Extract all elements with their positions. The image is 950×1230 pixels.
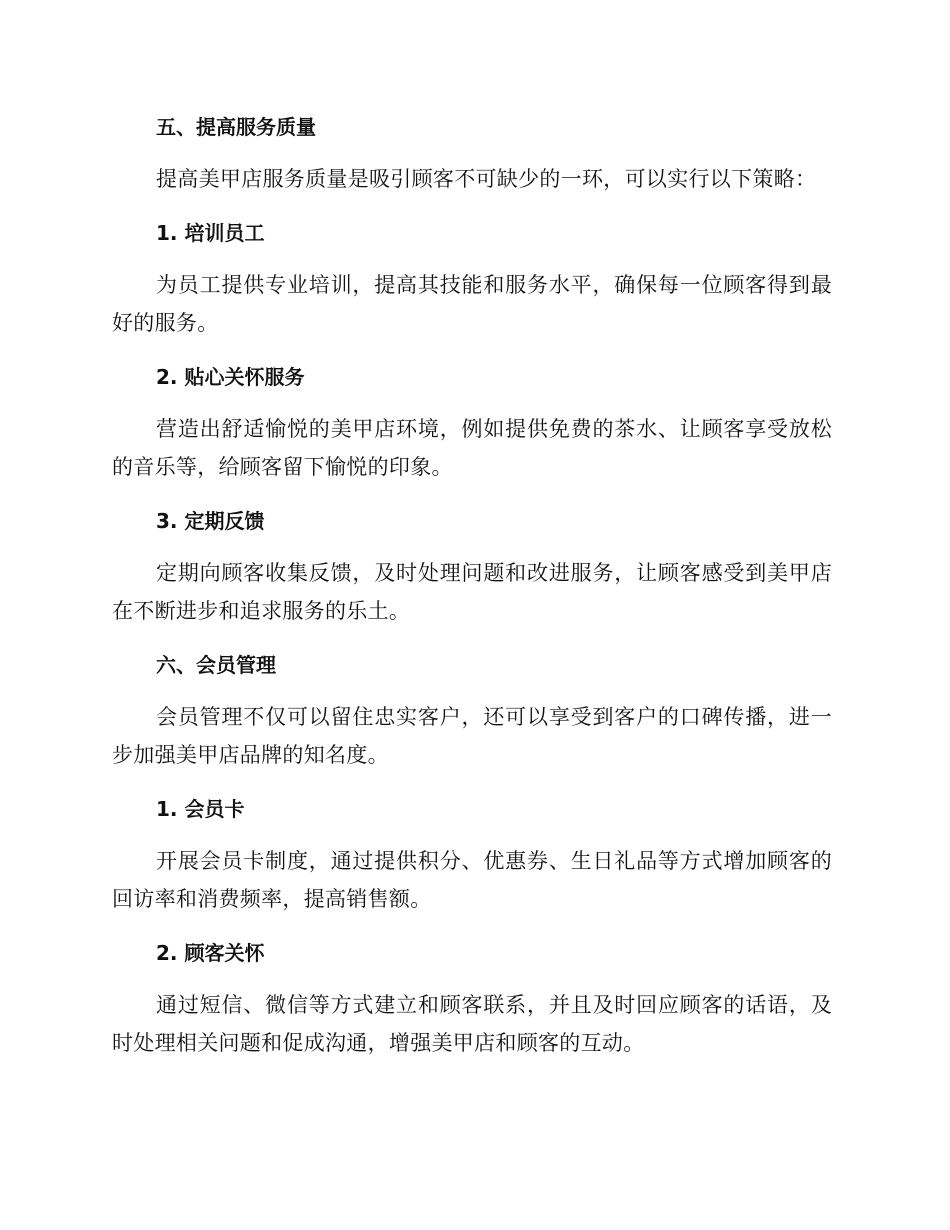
paragraph-service-quality-intro: 提高美甲店服务质量是吸引顾客不可缺少的一环，可以实行以下策略： — [156, 167, 817, 191]
paragraph-caring-service: 营造出舒适愉悦的美甲店环境，例如提供免费的茶水、让顾客享受放松的音乐等，给顾客留下愉悦的印象。 — [112, 417, 832, 479]
paragraph-customer-care: 通过短信、微信等方式建立和顾客联系，并且及时回应顾客的话语，及时处理相关问题和促成沟通，增强美甲店和顾客的互动。 — [112, 993, 832, 1055]
paragraph-membership-card: 开展会员卡制度，通过提供积分、优惠券、生日礼品等方式增加顾客的回访率和消费频率，提高销售额。 — [112, 849, 832, 911]
document-body — [112, 108, 832, 1062]
section-heading-service-quality: 五、提高服务质量 — [156, 115, 316, 139]
subheading-caring-service: 2. 贴心关怀服务 — [156, 365, 305, 389]
subheading-customer-care: 2. 顾客关怀 — [156, 941, 265, 965]
paragraph-regular-feedback: 定期向顾客收集反馈，及时处理问题和改进服务，让顾客感受到美甲店在不断进步和追求服务的乐土。 — [112, 561, 832, 623]
subheading-regular-feedback: 3. 定期反馈 — [156, 509, 265, 533]
section-heading-membership: 六、会员管理 — [156, 653, 276, 677]
paragraph-membership-intro: 会员管理不仅可以留住忠实客户，还可以享受到客户的口碑传播，进一步加强美甲店品牌的知名度。 — [112, 705, 832, 767]
paragraph-staff-training: 为员工提供专业培训，提高其技能和服务水平，确保每一位顾客得到最好的服务。 — [112, 273, 832, 335]
subheading-membership-card: 1. 会员卡 — [156, 797, 245, 821]
subheading-staff-training: 1. 培训员工 — [156, 221, 265, 245]
